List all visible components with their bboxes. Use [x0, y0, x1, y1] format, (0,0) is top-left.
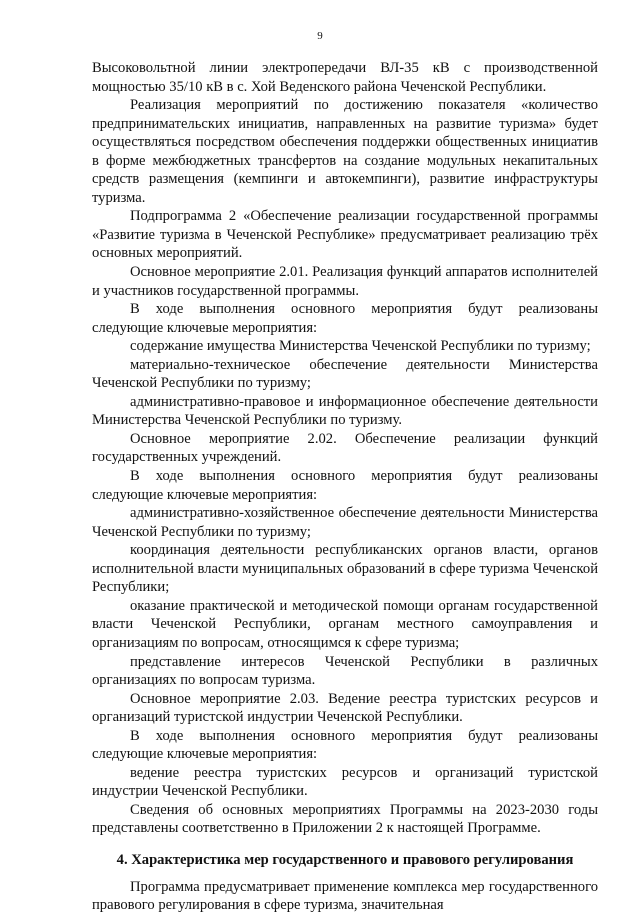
paragraph: представление интересов Чеченской Республики в различных организациях по вопросам туризма. — [92, 653, 598, 689]
paragraph: Сведения об основных мероприятиях Программы на 2023-2030 годы представлены соответственно в Приложении 2 к настоящей Программе. — [92, 801, 598, 837]
paragraph: В ходе выполнения основного мероприятия будут реализованы следующие ключевые мероприятия: — [92, 727, 598, 763]
paragraph: материально-техническое обеспечение деятельности Министерства Чеченской Республики по туризму; — [92, 356, 598, 392]
paragraphs-before-heading — [92, 59, 598, 838]
section-heading: 4. Характеристика мер государственного и правового регулирования — [116, 851, 574, 868]
document-body — [92, 59, 598, 915]
paragraph: Основное мероприятие 2.01. Реализация функций аппаратов исполнителей и участников государственной программы. — [92, 264, 598, 299]
paragraph: ведение реестра туристских ресурсов и организаций туристской индустрии Чеченской Республики. — [92, 764, 598, 800]
paragraphs-after-heading — [92, 878, 598, 915]
page-number: 9 — [317, 30, 323, 42]
paragraph: административно-хозяйственное обеспечение деятельности Министерства Чеченской Республики по туризму; — [92, 505, 598, 540]
paragraph: содержание имущества Министерства Чеченской Республики по туризму; — [130, 338, 591, 355]
paragraph: В ходе выполнения основного мероприятия будут реализованы следующие ключевые мероприятия: — [92, 468, 598, 503]
paragraph: Основное мероприятие 2.03. Ведение реестра туристских ресурсов и организаций туристской индустрии Чеченской Республики. — [92, 690, 598, 726]
paragraph: координация деятельности республиканских органов власти, органов исполнительной власти муниципальных образований в сфере туризма Чеченской Республики; — [92, 542, 598, 596]
paragraph: административно-правовое и информационное обеспечение деятельности Министерства Чеченской Республики по туризму. — [92, 393, 598, 429]
paragraph: Программа предусматривает применение комплекса мер государственного правового регулирования в сфере туризма, значительная — [92, 878, 598, 914]
paragraph: Высоковольтной линии электропередачи ВЛ-35 кВ с производственной мощностью 35/10 кВ в с. Хой Веденского района Чеченской Республики. — [92, 60, 598, 95]
paragraph: Реализация мероприятий по достижению показателя «количество предпринимательских инициатив, направленных на развитие туризма» будет осуществляться посредством обеспечения поддержки общественных инициатив в форме межбюджетных трансфертов на создание модульных некапитальных средств размещения (кемпинги и автокемпинги), развитие инфраструктуры туризма. — [92, 97, 598, 206]
paragraph: Подпрограмма 2 «Обеспечение реализации государственной программы «Развитие туризма в Чеченской Республике» предусматривает реализацию трёх основных мероприятий. — [92, 208, 598, 262]
paragraph: оказание практической и методической помощи органам государственной власти Чеченской Республики, органам местного самоуправления и организациям по вопросам, относящимся к сфере туризма; — [92, 597, 598, 651]
paragraph: В ходе выполнения основного мероприятия будут реализованы следующие ключевые мероприятия: — [92, 301, 598, 336]
paragraph: Основное мероприятие 2.02. Обеспечение реализации функций государственных учреждений. — [92, 430, 598, 466]
